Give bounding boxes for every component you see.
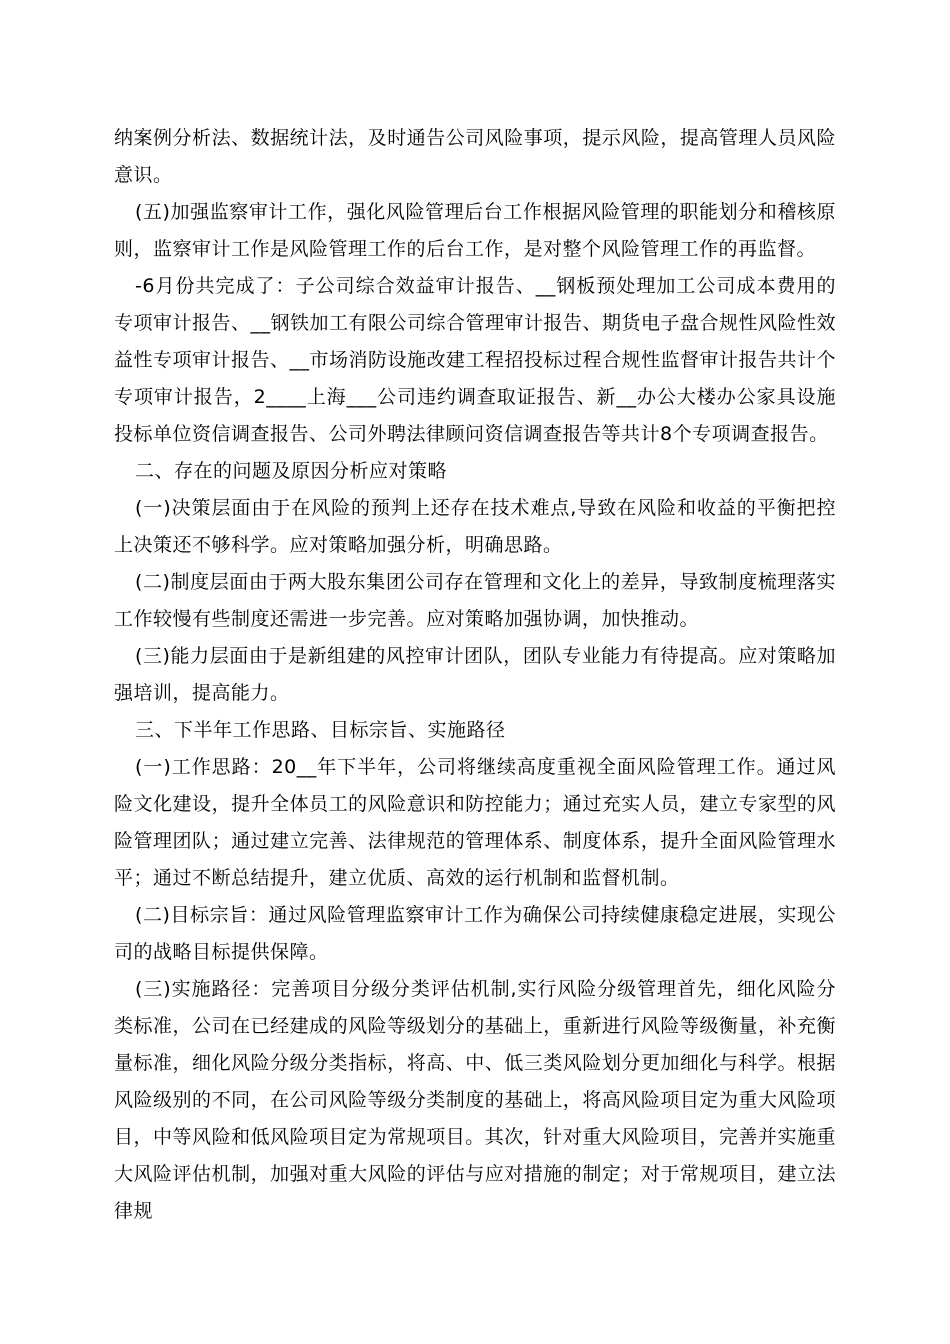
paragraph-work-ideas: (一)工作思路：20__年下半年，公司将继续高度重视全面风险管理工作。通过风险文化建设，提升全体员工的风险意识和防控能力；通过充实人员，建立专家型的风险管理团队；通过建立完善、法律规范的管理体系、制度体系，提升全面风险管理水平；通过不断总结提升，建立优质、高效的运行机制和监督机制。 (114, 756, 836, 889)
paragraph-continuation: 纳案例分析法、数据统计法，及时通告公司风险事项，提示风险，提高管理人员风险意识。 (114, 127, 836, 186)
paragraph-implementation: (三)实施路径：完善项目分级分类评估机制,实行风险分级管理首先，细化风险分类标准，公司在已经建成的风险等级划分的基础上，重新进行风险等级衡量，补充衡量标准，细化风险分级分类指标，将高、中、低三类风险划分更加细化与科学。根据风险级别的不同，在公司风险等级分类制度的基础上，将高风险项目定为重大风险项目，中等风险和低风险项目定为常规项目。其次，针对重大风险项目，完善并实施重大风险评估机制，加强对重大风险的评估与应对措施的制定；对于常规项目，建立法律规 (114, 978, 836, 1222)
paragraph-decision-level: (一)决策层面由于在风险的预判上还存在技术难点,导致在风险和收益的平衡把控上决策还不够科学。应对策略加强分析，明确思路。 (114, 497, 836, 556)
section-heading-problems: 二、存在的问题及原因分析应对策略 (135, 460, 448, 482)
paragraph-audit-reports: -6月份共完成了：子公司综合效益审计报告、__钢板预处理加工公司成本费用的专项审计报告、__钢铁加工有限公司综合管理审计报告、期货电子盘合规性风险性效益性专项审计报告、__市场消防设施改建工程招投标过程合规性监督审计报告共计个专项审计报告，2____上海___公司违约调查取证报告、新__办公大楼办公家具设施投标单位资信调查报告、公司外聘法律顾问资信调查报告等共计8个专项调查报告。 (114, 275, 837, 445)
paragraph-system-level: (二)制度层面由于两大股东集团公司存在管理和文化上的差异，导致制度梳理落实工作较慢有些制度还需进一步完善。应对策略加强协调，加快推动。 (114, 571, 836, 630)
paragraph-capability-level: (三)能力层面由于是新组建的风控审计团队，团队专业能力有待提高。应对策略加强培训，提高能力。 (114, 645, 836, 704)
paragraph-goals: (二)目标宗旨：通过风险管理监察审计工作为确保公司持续健康稳定进展，实现公司的战略目标提供保障。 (114, 904, 836, 963)
section-heading-second-half: 三、下半年工作思路、目标宗旨、实施路径 (135, 719, 506, 741)
document-body (114, 120, 836, 1230)
paragraph-item-5-audit: (五)加强监察审计工作，强化风险管理后台工作根据风险管理的职能划分和稽核原则，监察审计工作是风险管理工作的后台工作，是对整个风险管理工作的再监督。 (114, 201, 836, 260)
